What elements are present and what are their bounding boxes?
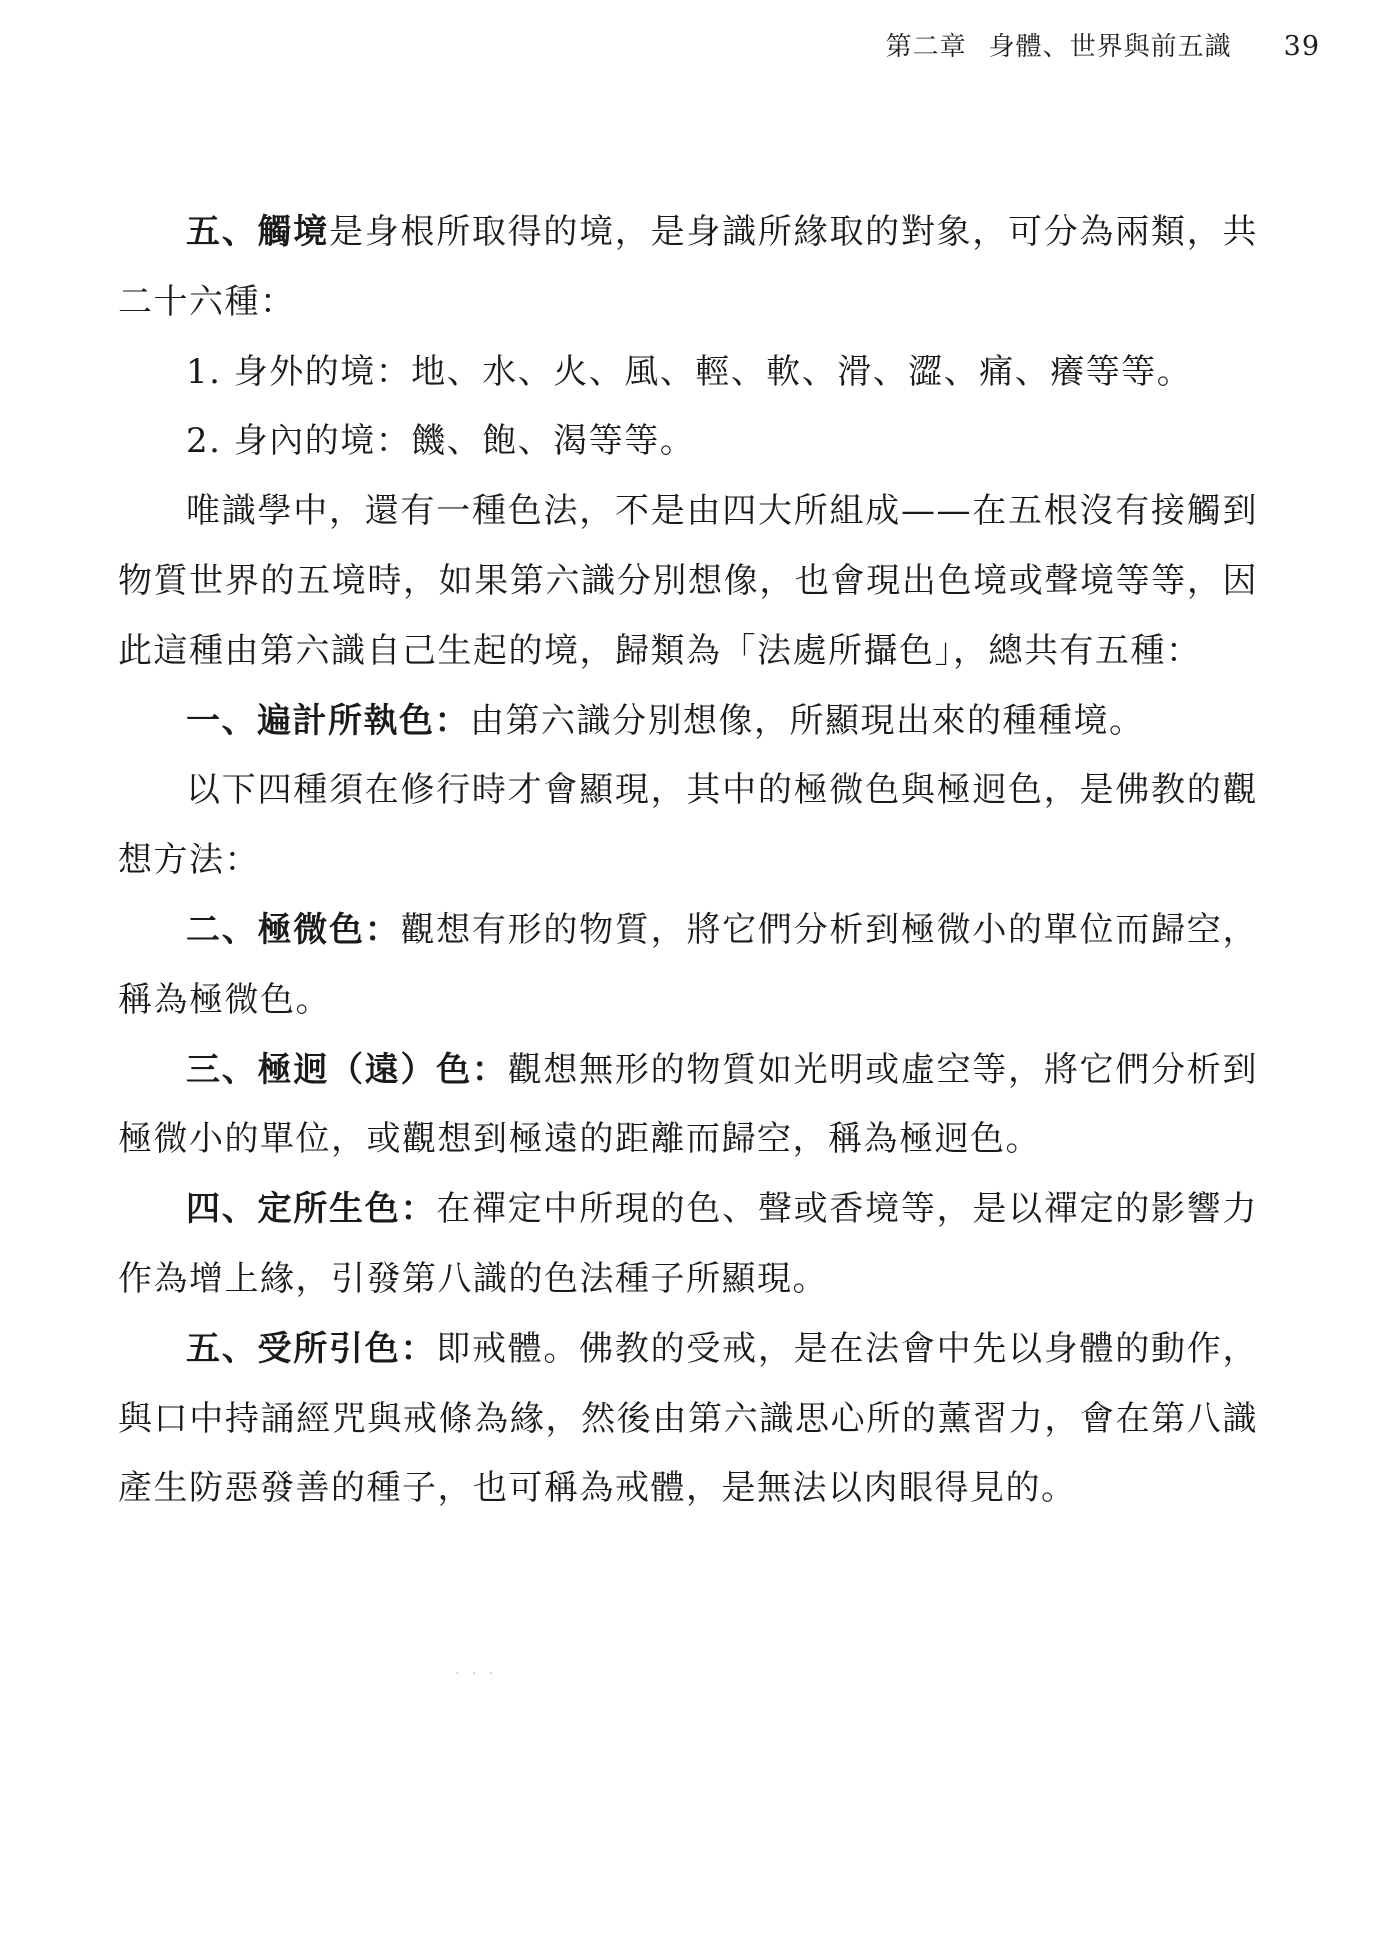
term-minute-form: 二、極微色： [186,909,401,950]
paragraph-text: 觀想無形的物質如光明或虛空等，將它們分析到極微小的單位，或觀想到極遠的距離而歸空，稱為極迥色。 [118,1049,1258,1160]
paragraph-four-kinds: 以下四種須在修行時才會顯現，其中的極微色與極迥色，是佛教的觀想方法： [118,770,1258,881]
term-distant-form: 三、極迥（遠）色： [186,1049,508,1090]
term-samadhi-form: 四、定所生色： [186,1189,437,1230]
paragraph-dharma-form: 唯識學中，還有一種色法，不是由四大所組成——在五根沒有接觸到物質世界的五境時，如果第六識分別想像，也會現出色境或聲境等等，因此這種由第六識自己生起的境，歸類為「法處所攝色」，總共有五種： [118,491,1258,671]
paragraph-imagined-form [118,687,1258,757]
term-touch-objects: 五、觸境 [186,212,329,252]
list-item-internal: 2. 身內的境：饑、飽、渴等等。 [186,421,696,462]
paragraph-precept-form [118,1315,1258,1524]
list-item-external: 1. 身外的境：地、水、火、風、輕、軟、滑、澀、痛、癢等等。 [186,351,1193,392]
paragraph-text: 觀想有形的物質，將它們分析到極微小的單位而歸空，稱為極微色。 [118,909,1259,1020]
paragraph-touch-objects [118,198,1258,338]
running-head [886,26,1320,63]
paragraph-distant-form [118,1036,1258,1176]
term-imagined-form: 一、遍計所執色： [186,700,470,741]
scan-artifact: · · · [455,1666,498,1682]
paragraph-samadhi-form [118,1175,1258,1315]
paragraph-text: 在禪定中所現的色、聲或香境等，是以禪定的影響力作為增上緣，引發第八識的色法種子所顯現。 [118,1189,1259,1299]
paragraph-text: 是身根所取得的境，是身識所緣取的對象，可分為兩類，共二十六種： [118,212,1259,322]
main-text [118,198,1258,1524]
chapter-label: 第二章 [885,32,967,62]
paragraph-text: 即戒體。佛教的受戒，是在法會中先以身體的動作，與口中持誦經咒與戒條為緣，然後由第六識思心所的薰習力，會在第八識產生防惡發善的種子，也可稱為戒體，是無法以肉眼得見的。 [118,1328,1259,1509]
term-precept-form: 五、受所引色： [186,1328,437,1369]
chapter-title: 身體、世界與前五識 [988,32,1232,62]
page-number: 39 [1283,31,1320,62]
paragraph-minute-form [118,896,1258,1036]
paragraph-text: 由第六識分別想像，所顯現出來的種種境。 [470,700,1145,741]
